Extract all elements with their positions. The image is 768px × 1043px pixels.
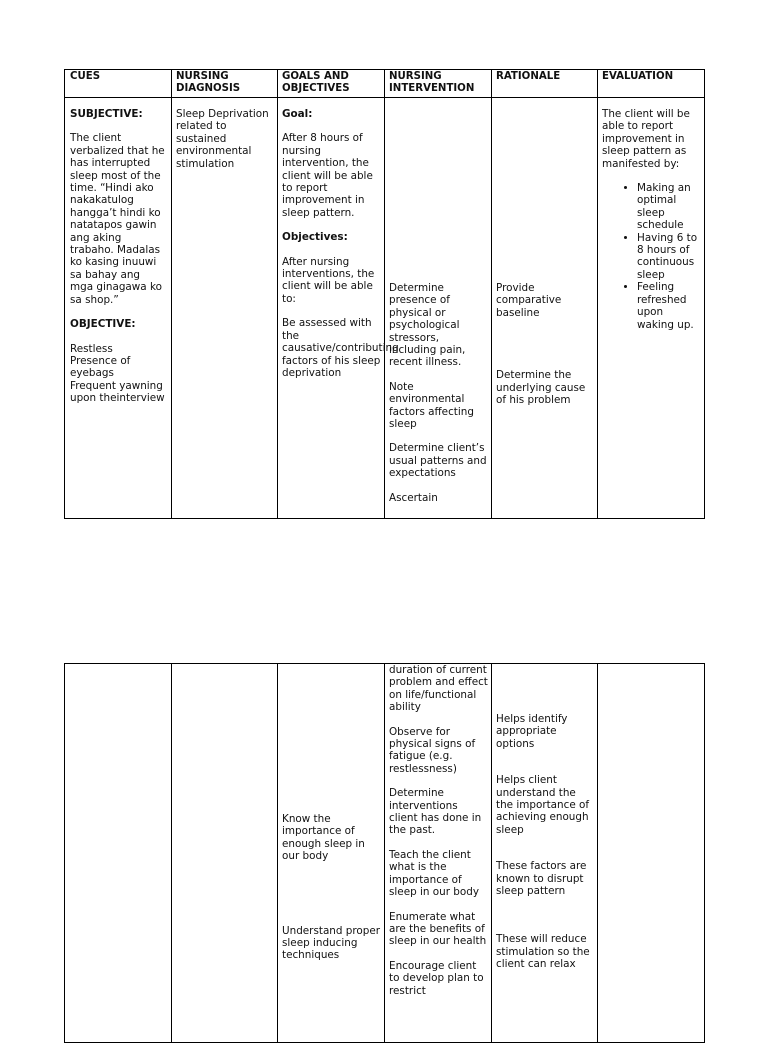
- column-divider: [491, 664, 492, 1042]
- diagnosis-cell: [176, 108, 274, 170]
- objective-item: Presence of eyebags: [70, 354, 131, 380]
- diagnosis-text: Sleep Deprivation related to sustained environmental stimulation: [176, 108, 269, 170]
- column-divider: [171, 664, 172, 1042]
- evaluation-cell: [602, 108, 701, 331]
- rationale-item: Provide comparative baseline: [496, 282, 562, 319]
- interventions-cell-continued: [389, 664, 488, 997]
- objective-item: Restless: [70, 342, 113, 355]
- goal-label: Goal:: [282, 108, 313, 120]
- cues-cell: [70, 108, 166, 405]
- rationale-item: These factors are known to disrupt sleep pattern: [496, 860, 587, 898]
- column-divider: [277, 70, 278, 518]
- care-plan-table-page-2: [64, 663, 705, 1043]
- rationale-item: Helps identify appropriate options: [496, 713, 568, 750]
- column-divider: [597, 70, 598, 518]
- care-plan-table-page-1: [64, 69, 705, 519]
- header-evaluation: EVALUATION: [602, 71, 674, 82]
- header-goals-objectives: GOALS AND OBJECTIVES: [282, 71, 350, 94]
- subjective-label: SUBJECTIVE:: [70, 108, 143, 120]
- rationale-item: These will reduce stimulation so the client can relax: [496, 933, 590, 971]
- column-divider: [384, 664, 385, 1042]
- evaluation-bullet: • Feeling refreshed upon waking up.: [637, 281, 701, 331]
- rationale-cell-continued: [496, 713, 592, 971]
- column-divider: [277, 664, 278, 1042]
- objective-item: Frequent yawning upon theinterview: [70, 379, 165, 405]
- goal-item: Know the importance of enough sleep in our body: [282, 813, 365, 863]
- subjective-text: The client verbalized that he has interrupted sleep most of the time. “Hindi ako nakakatulog hangga’t hindi ko natatapos gawin ang aking trabaho. Madalas ko kasing inuuwi sa bahay ang mga ginagawa ko sa shop.”: [70, 132, 165, 306]
- rationale-item: Helps client understand the the importance of achieving enough sleep: [496, 774, 590, 836]
- evaluation-list: [602, 182, 701, 331]
- evaluation-bullet: • Making an optimal sleep schedule: [637, 182, 701, 232]
- header-nursing-diagnosis: NURSING DIAGNOSIS: [176, 71, 241, 94]
- intervention-item: Determine presence of physical or psychological stressors, including pain, recent illness.: [389, 282, 466, 369]
- intervention-item: Ascertain: [389, 491, 438, 504]
- evaluation-bullet: • Having 6 to 8 hours of continuous sleep: [637, 232, 701, 282]
- intervention-item: Encourage client to develop plan to restrict: [389, 959, 484, 997]
- goals-cell-continued: [282, 813, 381, 962]
- objective-label: OBJECTIVE:: [70, 318, 136, 331]
- header-rationale: RATIONALE: [496, 71, 561, 82]
- column-divider: [171, 70, 172, 518]
- header-nursing-intervention: NURSING INTERVENTION: [389, 71, 475, 94]
- intervention-item: Note environmental factors affecting sleep: [389, 380, 474, 431]
- column-divider: [597, 664, 598, 1042]
- goal-text: After 8 hours of nursing intervention, the client will be able to report improvement in sleep pattern.: [282, 132, 373, 219]
- objective-1: Be assessed with the causative/contributing factors of his sleep deprivation: [282, 317, 399, 379]
- header-divider: [65, 97, 704, 98]
- intervention-item: Determine interventions client has done in the past.: [389, 787, 482, 837]
- objectives-intro: After nursing interventions, the client will be able to:: [282, 255, 375, 305]
- intervention-item: Teach the client what is the importance of sleep in our body: [389, 848, 479, 899]
- goals-cell: [282, 108, 399, 379]
- column-divider: [491, 70, 492, 518]
- intervention-item: Observe for physical signs of fatigue (e.g. restlessness): [389, 725, 476, 775]
- goal-item: Understand proper sleep inducing techniques: [282, 924, 381, 962]
- rationale-cell: [496, 282, 592, 406]
- intervention-item: Enumerate what are the benefits of sleep in our health: [389, 910, 487, 948]
- evaluation-intro: The client will be able to report improvement in sleep pattern as manifested by:: [602, 108, 690, 170]
- intervention-item: duration of current problem and effect on life/functional ability: [389, 664, 488, 714]
- column-divider: [384, 70, 385, 518]
- intervention-item: Determine client’s usual patterns and expectations: [389, 442, 487, 480]
- objectives-label: Objectives:: [282, 231, 348, 244]
- interventions-cell: [389, 282, 488, 504]
- rationale-item: Determine the underlying cause of his problem: [496, 369, 586, 407]
- header-cues: CUES: [70, 71, 101, 82]
